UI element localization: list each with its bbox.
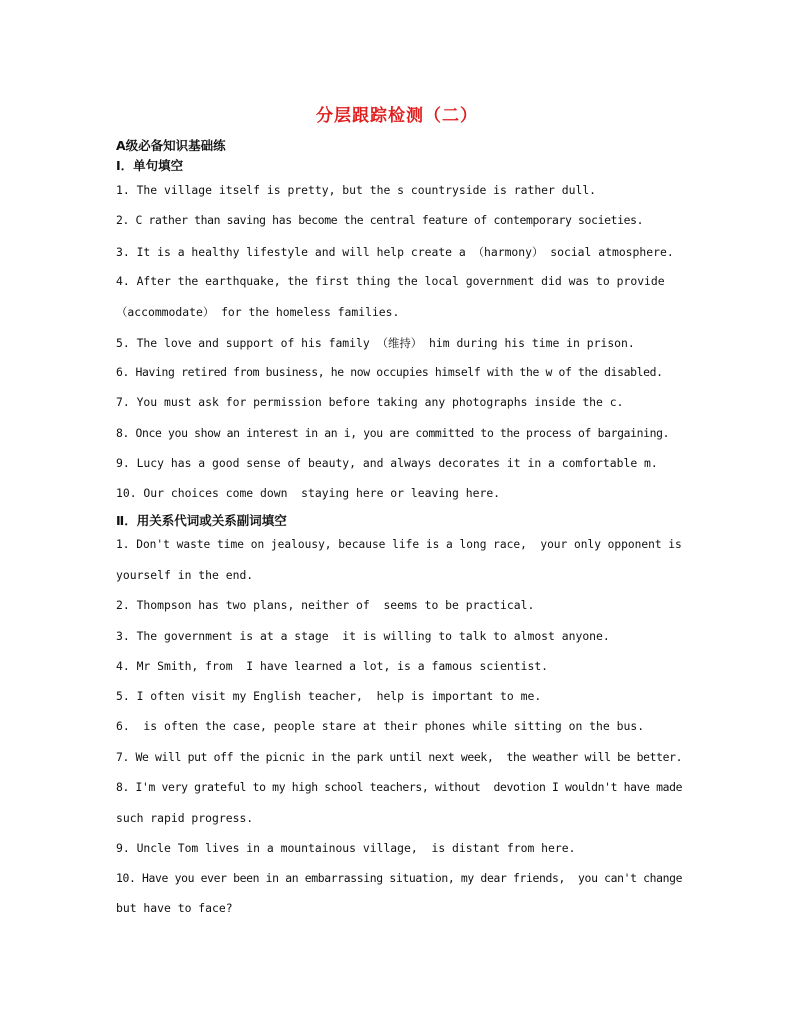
list-item: 6. is often the case, people stare at their phones while sitting on the bus.	[116, 719, 645, 733]
level-heading: A级必备知识基础练	[116, 138, 226, 153]
list-item: 10. Have you ever been in an embarrassing situation, my dear friends, you can't change	[116, 871, 683, 885]
list-item: 3. It is a healthy lifestyle and will help create a （harmony） social atmosphere.	[116, 245, 674, 259]
list-item: 6. Having retired from business, he now occupies himself with the w of the disabled.	[116, 365, 663, 379]
list-item: 3. The government is at a stage it is willing to talk to almost anyone.	[116, 629, 610, 643]
list-item: 2. C rather than saving has become the central feature of contemporary societies.	[116, 213, 644, 227]
list-item: 4. After the earthquake, the first thing the local government did was to provide	[116, 274, 665, 288]
list-item: but have to face?	[116, 901, 233, 915]
list-item: 8. Once you show an interest in an i, you are committed to the process of bargaining.	[116, 426, 670, 440]
list-item: 5. I often visit my English teacher, help is important to me.	[116, 689, 542, 703]
list-item: （accommodate） for the homeless families.	[116, 305, 400, 319]
list-item: 9. Uncle Tom lives in a mountainous village, is distant from here.	[116, 841, 576, 855]
list-item: 7. We will put off the picnic in the park until next week, the weather will be better.	[116, 750, 683, 764]
list-item: 9. Lucy has a good sense of beauty, and always decorates it in a comfortable m.	[116, 456, 658, 470]
list-item: 7. You must ask for permission before taking any photographs inside the c.	[116, 395, 624, 409]
list-item: 1. Don't waste time on jealousy, because life is a long race, your only opponent is	[116, 538, 682, 551]
list-item: 4. Mr Smith, from I have learned a lot, is a famous scientist.	[116, 659, 549, 673]
list-item: 2. Thompson has two plans, neither of seems to be practical.	[116, 598, 535, 612]
list-item: 8. I'm very grateful to my high school teachers, without devotion I wouldn't have made	[116, 780, 683, 794]
section2-heading: Ⅱ．用关系代词或关系副词填空	[116, 513, 287, 528]
list-item: 5. The love and support of his family （维持） him during his time in prison.	[116, 336, 635, 350]
section1-heading: Ⅰ．单句填空	[116, 158, 184, 173]
list-item: yourself in the end.	[116, 568, 254, 582]
list-item: 1. The village itself is pretty, but the s countryside is rather dull.	[116, 183, 597, 197]
list-item: such rapid progress.	[116, 811, 254, 825]
page-title: 分层跟踪检测（二）	[316, 106, 478, 126]
list-item: 10. Our choices come down staying here or leaving here.	[116, 486, 501, 500]
